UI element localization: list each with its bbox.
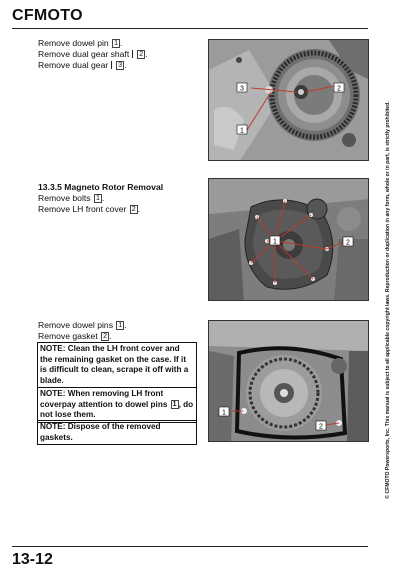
callout-1 — [237, 125, 247, 135]
section-heading: 13.3.5 Magneto Rotor Removal — [38, 182, 164, 192]
callout-1 — [219, 407, 229, 417]
callout-2 — [316, 421, 326, 431]
step-remove-dowel-pins: Remove dowel pins 1 . — [38, 320, 127, 330]
svg-text:1: 1 — [222, 409, 226, 417]
step-remove-gasket: Remove gasket 2 . — [38, 331, 112, 341]
note-dispose-gaskets: NOTE: Dispose of the removed gaskets. — [37, 420, 197, 445]
photo-dual-gear — [208, 39, 369, 161]
photo-gasket — [208, 320, 369, 442]
callout-1 — [270, 236, 280, 246]
callout-3 — [237, 83, 247, 93]
page-number: 13-12 — [12, 551, 53, 568]
svg-text:3: 3 — [240, 85, 244, 93]
note-clean-cover: NOTE: Clean the LH front cover and the remaining gasket on the case. If it is difficult to clean, scrape it off with a blade. — [37, 342, 197, 388]
svg-text:2: 2 — [319, 423, 323, 431]
step-remove-lh-front-cover: Remove LH front cover 2 . — [38, 204, 141, 214]
svg-text:1: 1 — [273, 238, 277, 246]
note-dowel-pins: NOTE: When removing LH front coverpay attention to dowel pins 1 , do not lose them. — [37, 387, 197, 423]
step-remove-dual-gear-shaft: Remove dual gear shaft 2 . — [38, 49, 148, 59]
photo-lh-front-cover — [208, 178, 369, 301]
svg-text:1: 1 — [240, 127, 244, 135]
step-remove-dual-gear: Remove dual gear 3 . — [38, 60, 127, 70]
callout-2 — [343, 237, 353, 247]
svg-text:2: 2 — [346, 239, 350, 247]
callout-2 — [334, 83, 344, 93]
step-remove-bolts: Remove bolts 1 . — [38, 193, 105, 203]
step-remove-dowel-pin: Remove dowel pin 1 . — [38, 38, 123, 48]
svg-text:2: 2 — [337, 85, 341, 93]
footer-rule — [12, 546, 368, 547]
brand-logo-text: CFMOTO — [12, 7, 83, 24]
header-rule — [12, 28, 368, 29]
copyright-notice: © CFMOTO Powersports, Inc. This manual is subject to all applicable copyright laws. Reproduction or duplication in any form, whole or in part, is strictly prohibited. — [385, 101, 391, 499]
